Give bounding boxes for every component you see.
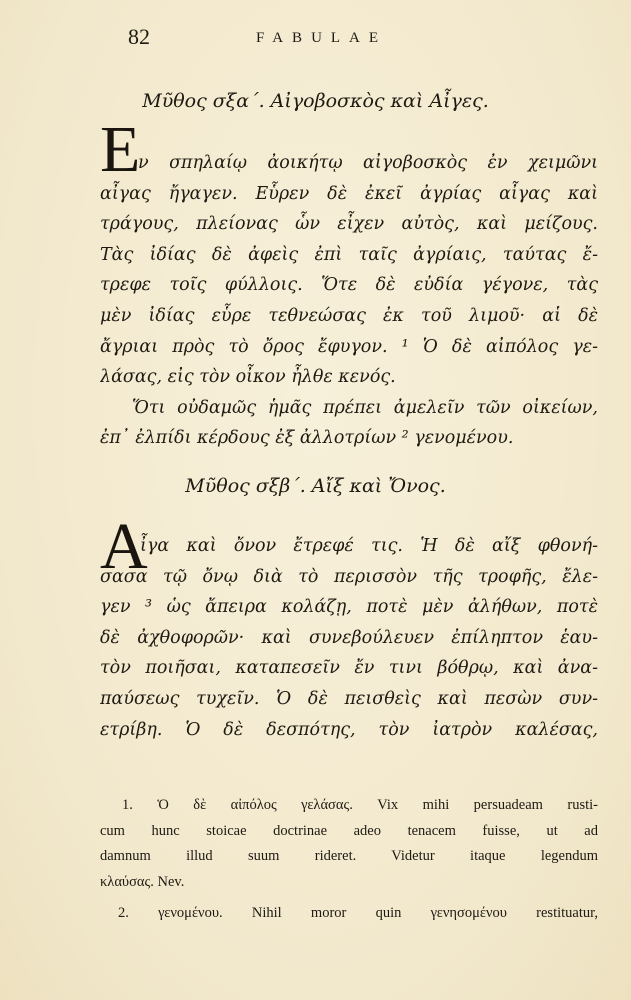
- fable-1-body: [100, 148, 598, 454]
- fable-1-title: Μῦθος σξα΄. Αἰγοβοσκὸς καὶ Αἶγες.: [142, 90, 489, 112]
- fable-2-drop-cap: Α: [100, 510, 148, 583]
- fable-2-body: [100, 531, 598, 745]
- fable-1-moral: ἐπ᾽ ἐλπίδι κέρδους ἐξ ἀλλοτρίων ² γενομένου.: [100, 428, 514, 449]
- fable-2-line: παύσεως τυχεῖν. Ὁ δὲ πεισθεὶς καὶ πεσὼν συν-: [100, 688, 598, 709]
- footnote-line: cum hunc stoicae doctrinae adeo tenacem fuisse, ut ad: [100, 822, 598, 839]
- footnote-line: κλαύσας. Nev.: [100, 873, 185, 890]
- page-number: 82: [128, 24, 150, 49]
- footnote-line: damnum illud suum rideret. Videtur itaque legendum: [100, 848, 598, 864]
- running-title: FABULAE: [256, 30, 388, 46]
- fable-1-drop-cap: Ε: [100, 113, 141, 186]
- fable-1-moral: Ὅτι οὐδαμῶς ἡμᾶς πρέπει ἀμελεῖν τῶν οἰκείων,: [132, 397, 598, 418]
- footnote-line: 2. γενομένου. Nihil moror quin γενησομένου restituatur,: [118, 905, 598, 921]
- fable-1-line: ἄγριαι πρὸς τὸ ὄρος ἔφυγον. ¹ Ὁ δὲ αἰπόλος γε-: [100, 336, 598, 357]
- fable-2-line: ετρίβη. Ὁ δὲ δεσπότης, τὸν ἰατρὸν καλέσας,: [100, 719, 598, 740]
- footnote-line: 1. Ὁ δὲ αἰπόλος γελάσας. Vix mihi persuadeam rusti-: [122, 797, 598, 813]
- fable-2-line: ἶγα καὶ ὄνον ἔτρεφέ τις. Ἡ δὲ αἴξ φθονή-: [140, 536, 598, 556]
- fable-1-line: τράγους, πλείονας ὧν εἶχεν αὐτὸς, καὶ μείζους.: [100, 214, 598, 235]
- fable-2-line: τὸν ποιῆσαι, καταπεσεῖν ἔν τινι βόθρῳ, καὶ ἀνα-: [100, 658, 598, 679]
- fable-1-line: ν σπηλαίῳ ἀοικήτῳ αἰγοβοσκὸς ἐν χειμῶνι: [138, 153, 598, 173]
- fable-1-line: λάσας, εἰς τὸν οἶκον ἦλθε κενός.: [100, 367, 396, 388]
- fable-1-line: τρεφε τοῖς φύλλοις. Ὅτε δὲ εὐδία γέγονε, τὰς: [100, 275, 598, 296]
- running-head: [128, 24, 458, 54]
- fable-1-line: Τὰς ἰδίας δὲ ἀφεὶς ἐπὶ ταῖς ἀγρίαις, ταύτας ἔ-: [100, 244, 598, 265]
- fable-2-line: δὲ ἀχθοφορῶν· καὶ συνεβούλευεν ἐπίληπτον ἑαυ-: [100, 627, 598, 648]
- fable-1-line: μὲν ἰδίας εὗρε τεθνεώσας ἐκ τοῦ λιμοῦ· αἱ δὲ: [100, 305, 598, 326]
- fable-2-line: γεν ³ ὡς ἄπειρα κολάζῃ, ποτὲ μὲν ἀλήθων, ποτὲ: [100, 597, 598, 618]
- footnotes: [100, 793, 598, 927]
- fable-2-line: σασα τῷ ὄνῳ διὰ τὸ περισσὸν τῆς τροφῆς, ἔλε-: [100, 566, 598, 587]
- fable-1-line: αἶγας ἤγαγεν. Εὗρεν δὲ ἐκεῖ ἀγρίας αἶγας καὶ: [100, 183, 598, 204]
- fable-2-title: Μῦθος σξβ΄. Αἴξ καὶ Ὄνος.: [185, 475, 446, 497]
